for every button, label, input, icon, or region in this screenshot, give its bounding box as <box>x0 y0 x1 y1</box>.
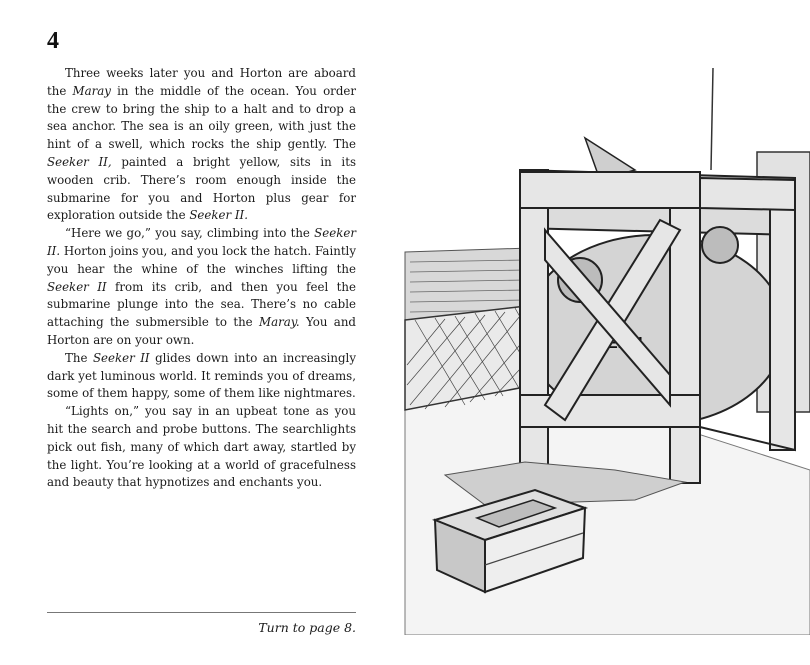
paragraph: “Lights on,” you say in an upbeat tone as you hit the search and probe buttons. The searchlights pick out fish, many of which dart away, startled by the light. You’re looking at a world of gracefulness and beauty that hypnotizes and enchants you. <box>47 404 356 490</box>
italic-title: Maray. <box>259 315 300 330</box>
submarine-crate-illustration <box>385 30 810 635</box>
paragraph: Three weeks later you and Horton are aboard the Maray in the middle of the ocean. You order the crew to bring the ship to a halt and to drop a sea anchor. The sea is an oily green, with just the hint of a swell, which rocks the ship gently. The Seeker II, painted a bright yellow, sits in its wooden crib. There’s room enough inside the submarine for you and Horton plus gear for exploration outside the Seeker II. <box>47 66 357 223</box>
italic-title: Maray <box>72 83 111 98</box>
paragraph: The Seeker II glides down into an increasingly dark yet luminous world. It reminds you of dreams, some of them happy, some of them like nightmares. <box>47 350 356 401</box>
italic-title: Seeker II, <box>47 154 112 169</box>
italic-title: Seeker II <box>92 350 150 365</box>
italic-title: Seeker II. <box>189 208 248 223</box>
story-text <box>47 65 356 492</box>
turn-to-page-link[interactable]: Turn to page 8. <box>258 620 356 635</box>
page-number: 4 <box>47 28 59 54</box>
paragraph: “Here we go,” you say, climbing into the Seeker II. Horton joins you, and you lock the hatch. Faintly you hear the whine of the winches lifting the Seeker II from its crib, and then you feel the submarine plunge into the sea. There’s no cable attaching the submersible to the Maray. You and Horton are on your own. <box>47 226 356 347</box>
italic-title: Seeker II. <box>47 226 356 258</box>
italic-title: Seeker II <box>47 279 107 294</box>
footer-divider <box>47 612 356 613</box>
